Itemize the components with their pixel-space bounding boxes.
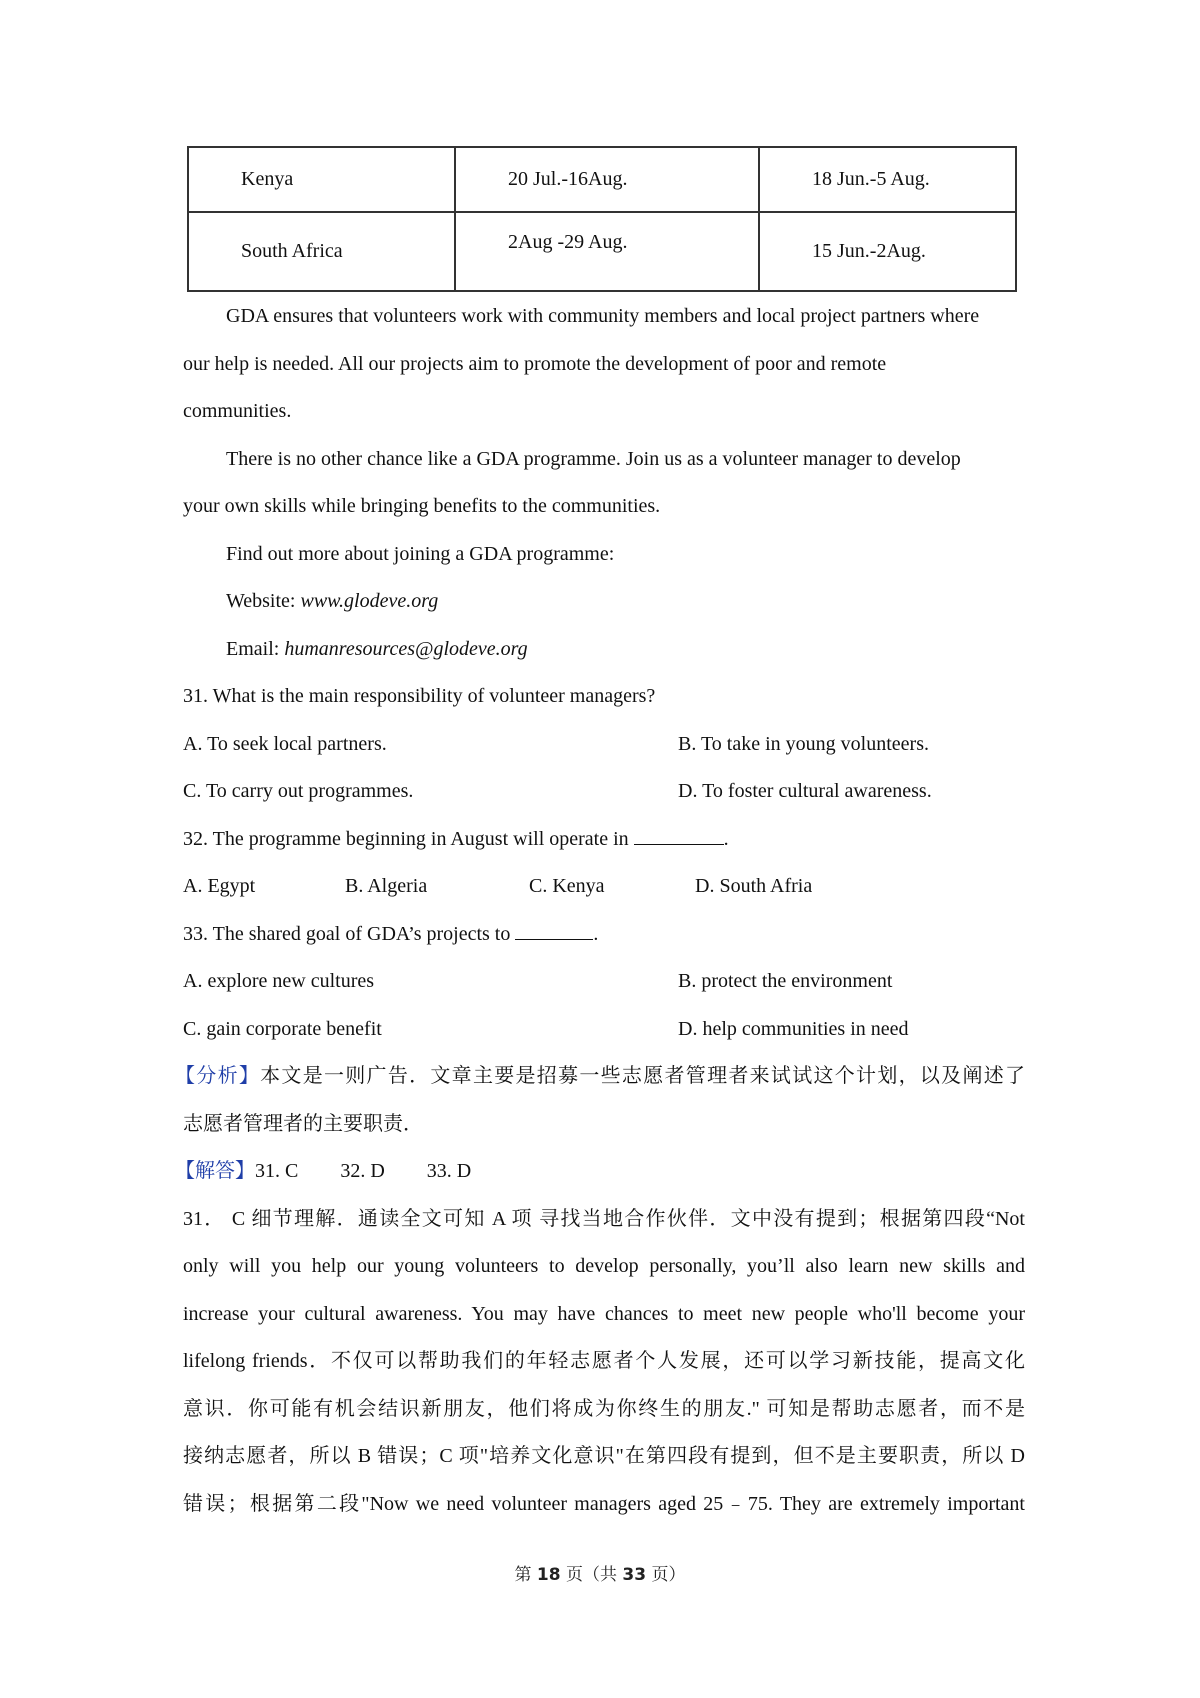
question-33-end: . xyxy=(593,923,599,945)
table-cell-country: South Africa xyxy=(188,212,455,291)
analysis-line xyxy=(175,1063,1025,1089)
question-33-text: 33. The shared goal of GDA’s projects to xyxy=(183,923,511,945)
answer-31: 31. C xyxy=(255,1160,299,1182)
table-row xyxy=(188,147,1016,212)
table-cell-text: 2Aug -29 Aug. xyxy=(508,231,628,253)
schedule-table xyxy=(187,146,1017,292)
paragraph-line: Find out more about joining a GDA programme: xyxy=(226,543,615,565)
paragraph-line: our help is needed. All our projects aim to promote the development of poor and remote xyxy=(183,353,887,375)
email-label: Email: xyxy=(226,638,285,660)
question-31: 31. What is the main responsibility of volunteer managers? xyxy=(183,685,656,707)
answer-33: 33. D xyxy=(426,1160,472,1182)
email-text: humanresources@glodeve.org xyxy=(284,638,528,660)
option-31b: B. To take in young volunteers. xyxy=(678,733,929,755)
table-cell-dates: 18 Jun.-5 Aug. xyxy=(759,147,1016,212)
footer-total-pages: 33 xyxy=(622,1565,647,1585)
website-text: www.glodeve.org xyxy=(300,590,439,612)
table-cell-dates xyxy=(455,212,759,291)
explanation-line: increase your cultural awareness. You may have chances to meet new people who'll become your xyxy=(183,1303,1025,1325)
question-32-text: 32. The programme beginning in August will operate in xyxy=(183,828,629,850)
email-line xyxy=(226,636,528,662)
paragraph-line: GDA ensures that volunteers work with community members and local project partners where xyxy=(226,305,980,327)
option-32c: C. Kenya xyxy=(529,875,605,897)
footer-prefix: 第 xyxy=(514,1565,537,1585)
explanation-line: only will you help our young volunteers to develop personally, you’ll also learn new skills and xyxy=(183,1255,1025,1277)
option-31a: A. To seek local partners. xyxy=(183,733,387,755)
option-33c: C. gain corporate benefit xyxy=(183,1018,382,1040)
question-33 xyxy=(183,921,598,947)
explanation-line: lifelong friends．不仅可以帮助我们的年轻志愿者个人发展，还可以学习新技能，提高文化 xyxy=(183,1350,1025,1372)
table-cell-country: Kenya xyxy=(188,147,455,212)
answer-label: 【解答】 xyxy=(175,1160,255,1182)
paragraph-line: communities. xyxy=(183,400,292,422)
option-33a: A. explore new cultures xyxy=(183,970,375,992)
option-32d: D. South Afria xyxy=(695,875,813,897)
explanation-line: 接纳志愿者，所以 B 错误；C 项"培养文化意识"在第四段有提到，但不是主要职责，所以 D xyxy=(183,1445,1025,1467)
paragraph-line: your own skills while bringing benefits to the communities. xyxy=(183,495,661,517)
question-32 xyxy=(183,826,729,852)
option-33d: D. help communities in need xyxy=(678,1018,909,1040)
footer-suffix: 页） xyxy=(646,1565,686,1585)
footer-page-number: 18 xyxy=(536,1565,561,1585)
option-31c: C. To carry out programmes. xyxy=(183,780,414,802)
option-32b: B. Algeria xyxy=(345,875,428,897)
question-32-end: . xyxy=(723,828,729,850)
option-33b: B. protect the environment xyxy=(678,970,893,992)
website-line xyxy=(226,588,438,614)
explanation-line: 错误；根据第二段"Now we need volunteer managers aged 25﹣75. They are extremely important xyxy=(183,1493,1025,1515)
table-cell-dates: 20 Jul.-16Aug. xyxy=(455,147,759,212)
analysis-text: 本文是一则广告．文章主要是招募一些志愿者管理者来试试这个计划，以及阐述了 xyxy=(260,1065,1026,1087)
table-row xyxy=(188,212,1016,291)
analysis-line: 志愿者管理者的主要职责． xyxy=(183,1113,423,1135)
answer-line xyxy=(175,1158,471,1184)
table-cell-dates: 15 Jun.-2Aug. xyxy=(759,212,1016,291)
answer-blank xyxy=(634,826,724,845)
analysis-label: 【分析】 xyxy=(175,1065,261,1087)
paragraph-line: There is no other chance like a GDA programme. Join us as a volunteer manager to develop xyxy=(226,448,961,470)
option-31d: D. To foster cultural awareness. xyxy=(678,780,932,802)
page-footer xyxy=(0,1560,1200,1585)
website-label: Website: xyxy=(226,590,301,612)
footer-middle: 页（共 xyxy=(560,1565,623,1585)
option-32a: A. Egypt xyxy=(183,875,256,897)
answer-32: 32. D xyxy=(340,1160,385,1182)
explanation-line: 31． C 细节理解．通读全文可知 A 项 寻找当地合作伙伴．文中没有提到；根据第四段“Not xyxy=(183,1208,1025,1230)
answer-blank xyxy=(515,921,593,940)
explanation-line: 意识．你可能有机会结识新朋友，他们将成为你终生的朋友." 可知是帮助志愿者，而不是 xyxy=(183,1398,1025,1420)
